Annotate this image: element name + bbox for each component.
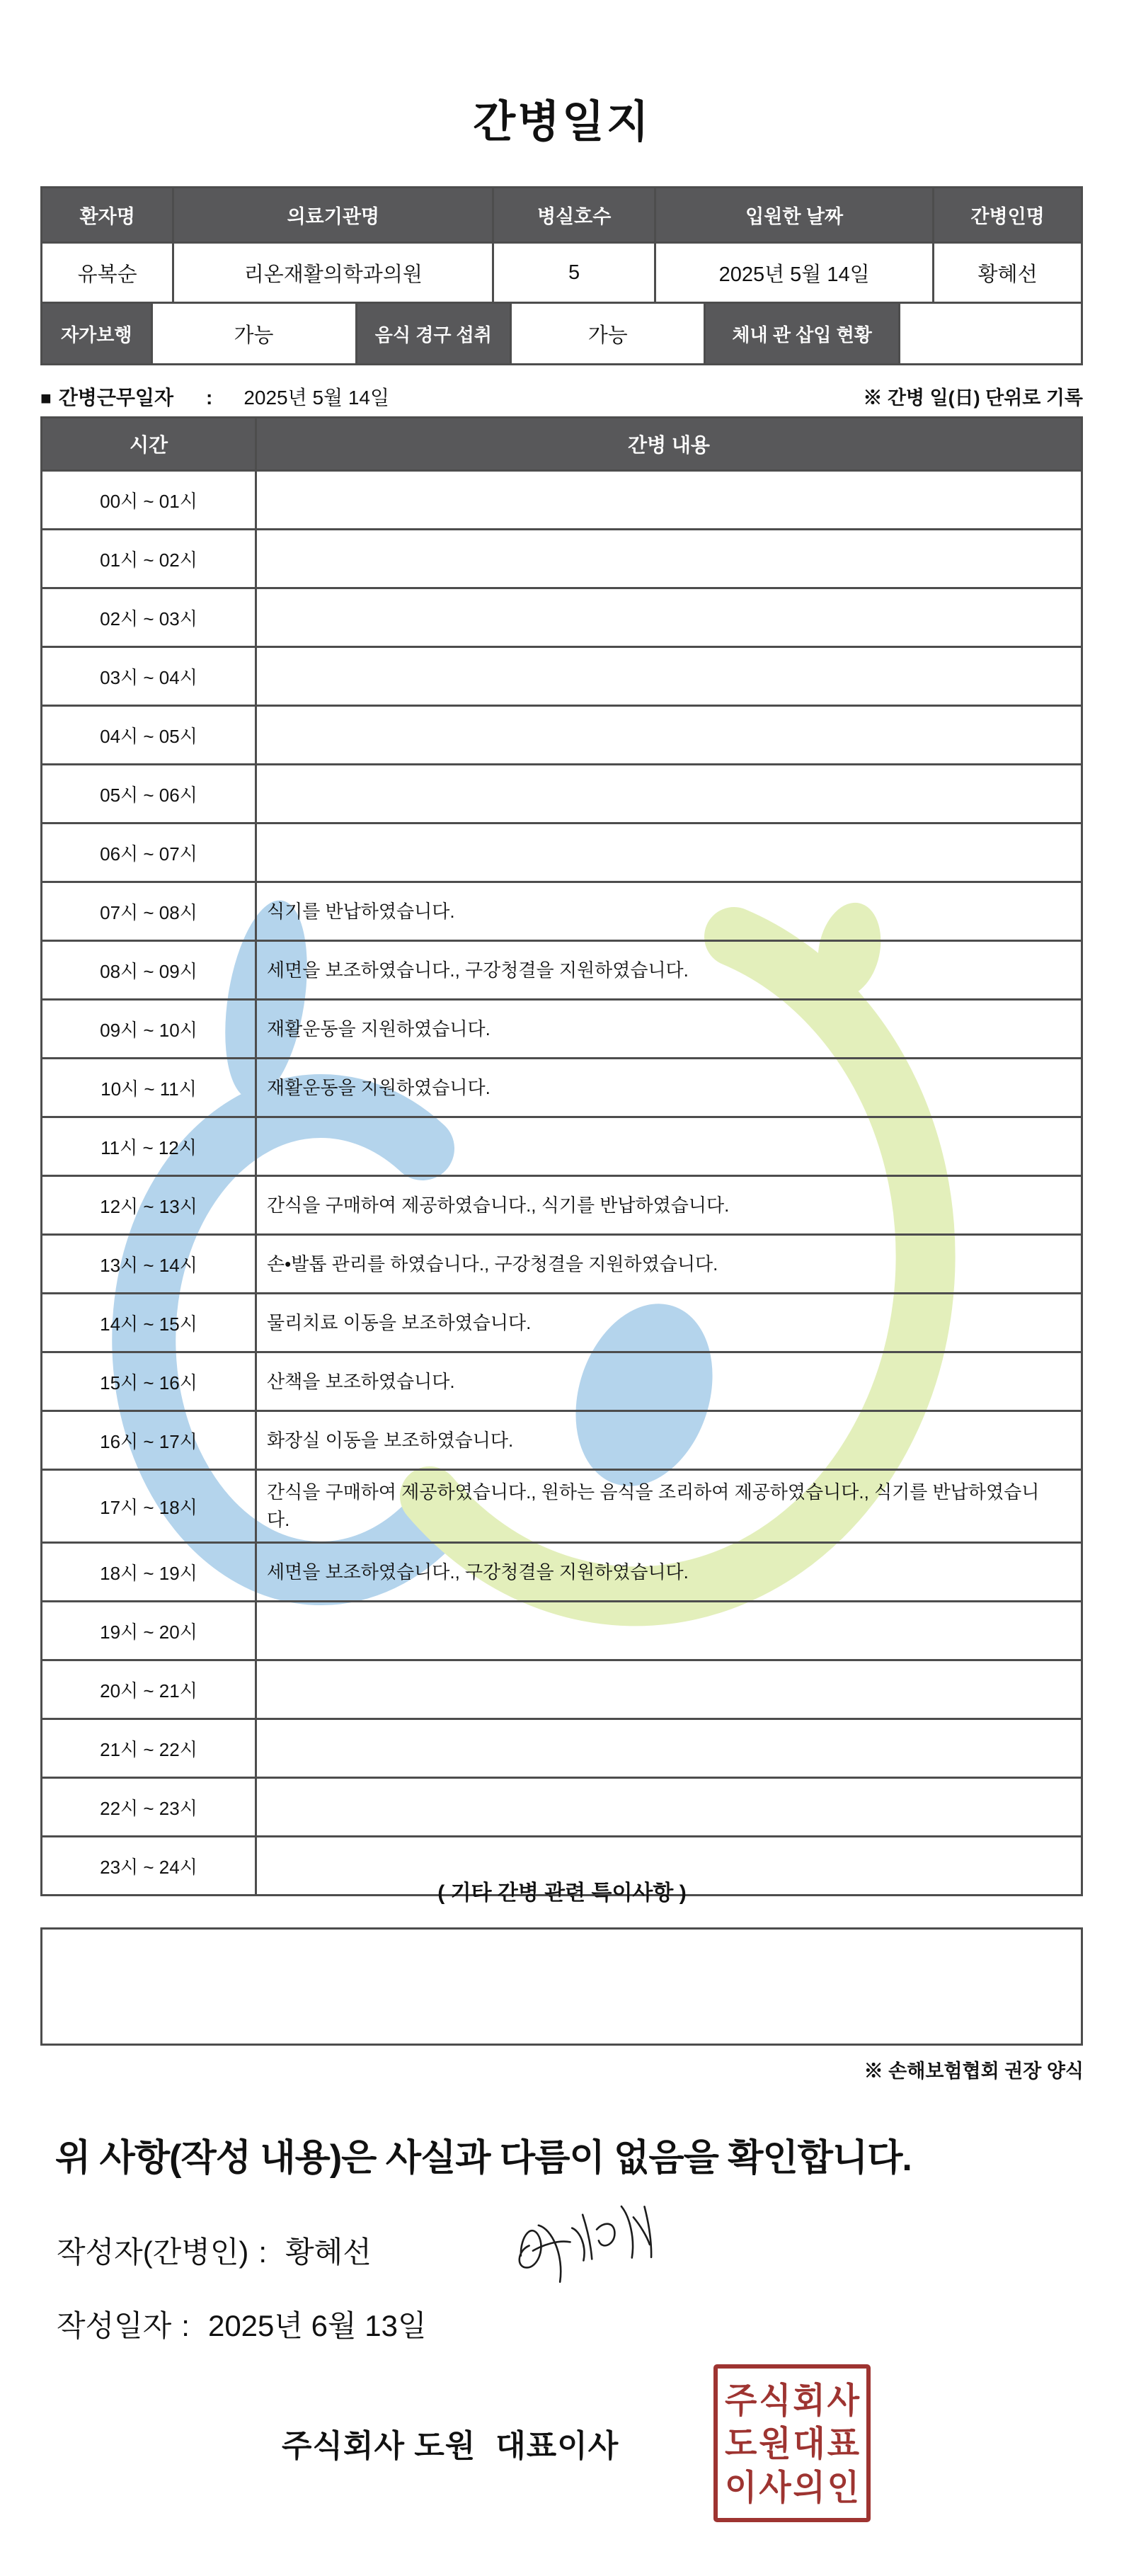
- care-time-cell-22: 22시 ~ 23시: [100, 1797, 197, 1819]
- care-time-cell-14: 14시 ~ 15시: [100, 1313, 197, 1335]
- patient-value-cell-1: 리온재활의학과의원: [172, 244, 492, 302]
- care-table-row: [42, 998, 1081, 1057]
- care-table-row: [42, 1541, 1081, 1600]
- care-table-row: [42, 1718, 1081, 1777]
- care-content-cell-11: [255, 1118, 1081, 1175]
- care-time-cell-12: 12시 ~ 13시: [100, 1195, 197, 1217]
- work-date-label: 간병근무일자: [58, 387, 174, 409]
- patient-header-cell-2: 병실호수: [492, 188, 654, 241]
- ceo-title: 대표이사: [495, 2429, 619, 2463]
- patient-header-cell-4: 간병인명: [932, 188, 1081, 241]
- work-date-colon: :: [206, 387, 213, 409]
- care-table-row: [42, 1233, 1081, 1292]
- written-date-colon: :: [181, 2309, 190, 2342]
- square-bullet-icon: ■: [40, 387, 52, 409]
- insurance-form-note: ※ 손해보험협회 권장 양식: [864, 2061, 1084, 2082]
- care-time-cell-20: 20시 ~ 21시: [100, 1680, 197, 1702]
- status-label-cell-2: 체내 관 삽입 현황: [704, 304, 898, 363]
- care-table-row: [42, 1116, 1081, 1175]
- care-time-cell-2: 02시 ~ 03시: [100, 608, 197, 629]
- daily-record-note: ※ 간병 일(日) 단위로 기록: [863, 387, 1083, 409]
- company-line: [282, 2420, 619, 2466]
- care-table-row: [42, 763, 1081, 822]
- care-table-row: [42, 1469, 1081, 1541]
- care-content-cell-18: 세면을 보조하였습니다., 구강청결을 지원하였습니다.: [255, 1544, 1081, 1600]
- care-content-cell-12: 간식을 구매하여 제공하였습니다., 식기를 반납하였습니다.: [255, 1177, 1081, 1233]
- care-content-cell-6: [255, 824, 1081, 881]
- status-label-cell-0: 자가보행: [42, 304, 151, 363]
- writer-line: [57, 2229, 372, 2272]
- care-time-cell-7: 07시 ~ 08시: [100, 901, 197, 923]
- care-table-row: [42, 1057, 1081, 1116]
- care-table-row: [42, 528, 1081, 587]
- special-notes-box: [40, 1927, 1083, 2046]
- care-time-cell-11: 11시 ~ 12시: [101, 1136, 197, 1158]
- care-content-cell-17: 간식을 구매하여 제공하였습니다., 원하는 음식을 조리하여 제공하였습니다., 식기를 반납하였습니다.: [255, 1471, 1081, 1541]
- care-table-row: [42, 646, 1081, 705]
- special-notes-heading: ( 기타 간병 관련 특이사항 ): [437, 1881, 687, 1905]
- care-time-cell-8: 08시 ~ 09시: [100, 960, 197, 982]
- care-time-cell-15: 15시 ~ 16시: [100, 1372, 197, 1394]
- care-table-row: [42, 705, 1081, 763]
- care-time-cell-21: 21시 ~ 22시: [100, 1738, 197, 1760]
- writer-name: 황혜선: [285, 2235, 372, 2269]
- written-date-line: [57, 2303, 427, 2345]
- care-table-row: [42, 587, 1081, 646]
- care-time-cell-6: 06시 ~ 07시: [100, 843, 197, 865]
- status-value-cell-0: 가능: [151, 304, 355, 363]
- care-table-row: [42, 1777, 1081, 1835]
- care-time-cell-5: 05시 ~ 06시: [100, 784, 197, 806]
- care-content-cell-4: [255, 707, 1081, 763]
- care-time-cell-0: 00시 ~ 01시: [100, 490, 197, 512]
- corporate-seal-stamp: [713, 2364, 871, 2522]
- writer-colon: :: [258, 2235, 268, 2269]
- care-time-cell-10: 10시 ~ 11시: [101, 1078, 197, 1100]
- care-content-cell-0: [255, 472, 1081, 528]
- care-time-cell-1: 01시 ~ 02시: [100, 549, 197, 571]
- status-label-cell-1: 음식 경구 섭취: [355, 304, 510, 363]
- page-title: 간병일지: [473, 98, 651, 147]
- work-date-value: 2025년 5월 14일: [243, 387, 390, 409]
- written-date-value: 2025년 6월 13일: [207, 2309, 427, 2342]
- care-content-cell-9: 재활운동을 지원하였습니다.: [255, 1001, 1081, 1057]
- status-value-cell-1: 가능: [510, 304, 704, 363]
- patient-value-cell-2: 5: [492, 244, 654, 302]
- patient-value-cell-4: 황혜선: [932, 244, 1081, 302]
- care-time-cell-16: 16시 ~ 17시: [100, 1430, 197, 1452]
- time-column-header: 시간: [129, 434, 168, 456]
- stamp-text-row-1: 도 원 대 표: [725, 2423, 859, 2463]
- care-table-row: [42, 822, 1081, 881]
- content-column-header: 간병 내용: [255, 418, 1081, 469]
- care-content-cell-20: [255, 1661, 1081, 1718]
- stamp-text-row-0: 주 식 회 사: [725, 2380, 859, 2420]
- care-table-row: [42, 469, 1081, 528]
- care-content-cell-8: 세면을 보조하였습니다., 구강청결을 지원하였습니다.: [255, 942, 1081, 998]
- care-content-cell-2: [255, 589, 1081, 646]
- writer-label: 작성자(간병인): [57, 2235, 249, 2269]
- care-time-cell-17: 17시 ~ 18시: [100, 1496, 197, 1518]
- patient-header-row: [42, 188, 1081, 241]
- care-table-row: [42, 940, 1081, 998]
- company-name: 주식회사 도원: [282, 2429, 476, 2463]
- care-table-row: [42, 1600, 1081, 1659]
- care-schedule-table: [40, 416, 1083, 1896]
- stamp-text-row-2: 이 사 의 인: [725, 2467, 859, 2507]
- care-time-cell-13: 13시 ~ 14시: [100, 1254, 197, 1276]
- care-table-row: [42, 1659, 1081, 1718]
- patient-value-row: [42, 241, 1081, 302]
- care-content-cell-21: [255, 1720, 1081, 1777]
- patient-value-cell-3: 2025년 5월 14일: [654, 244, 932, 302]
- status-value-cell-2: [898, 304, 1081, 363]
- patient-header-cell-0: 환자명: [42, 188, 172, 241]
- care-content-cell-1: [255, 530, 1081, 587]
- care-content-cell-3: [255, 648, 1081, 705]
- handwritten-signature: [495, 2189, 672, 2296]
- care-time-cell-18: 18시 ~ 19시: [100, 1562, 197, 1584]
- written-date-label: 작성일자: [57, 2309, 172, 2342]
- care-table-row: [42, 1175, 1081, 1233]
- patient-header-cell-3: 입원한 날짜: [654, 188, 932, 241]
- care-content-cell-5: [255, 765, 1081, 822]
- patient-status-row: [42, 302, 1081, 363]
- care-content-cell-7: 식기를 반납하였습니다.: [255, 883, 1081, 940]
- care-content-cell-14: 물리치료 이동을 보조하였습니다.: [255, 1294, 1081, 1351]
- care-content-cell-22: [255, 1779, 1081, 1835]
- care-table-row: [42, 1292, 1081, 1351]
- patient-info-table: [40, 186, 1083, 365]
- care-table-header: [42, 418, 1081, 469]
- confirmation-statement: 위 사항(작성 내용)은 사실과 다름이 없음을 확인합니다.: [55, 2138, 912, 2179]
- care-table-row: [42, 881, 1081, 940]
- care-time-cell-4: 04시 ~ 05시: [100, 725, 197, 747]
- care-time-cell-3: 03시 ~ 04시: [100, 666, 197, 688]
- work-date-line: [40, 382, 1083, 411]
- care-table-body: [42, 469, 1081, 1894]
- care-content-cell-16: 화장실 이동을 보조하였습니다.: [255, 1412, 1081, 1469]
- care-content-cell-10: 재활운동을 지원하였습니다.: [255, 1059, 1081, 1116]
- care-time-cell-19: 19시 ~ 20시: [100, 1621, 197, 1643]
- care-content-cell-15: 산책을 보조하였습니다.: [255, 1353, 1081, 1410]
- care-content-cell-19: [255, 1602, 1081, 1659]
- care-time-cell-9: 09시 ~ 10시: [100, 1019, 197, 1041]
- patient-header-cell-1: 의료기관명: [172, 188, 492, 241]
- care-time-cell-23: 23시 ~ 24시: [100, 1856, 197, 1878]
- care-table-row: [42, 1410, 1081, 1469]
- care-table-row: [42, 1351, 1081, 1410]
- care-content-cell-13: 손•발톱 관리를 하였습니다., 구강청결을 지원하였습니다.: [255, 1236, 1081, 1292]
- patient-value-cell-0: 유복순: [77, 263, 137, 286]
